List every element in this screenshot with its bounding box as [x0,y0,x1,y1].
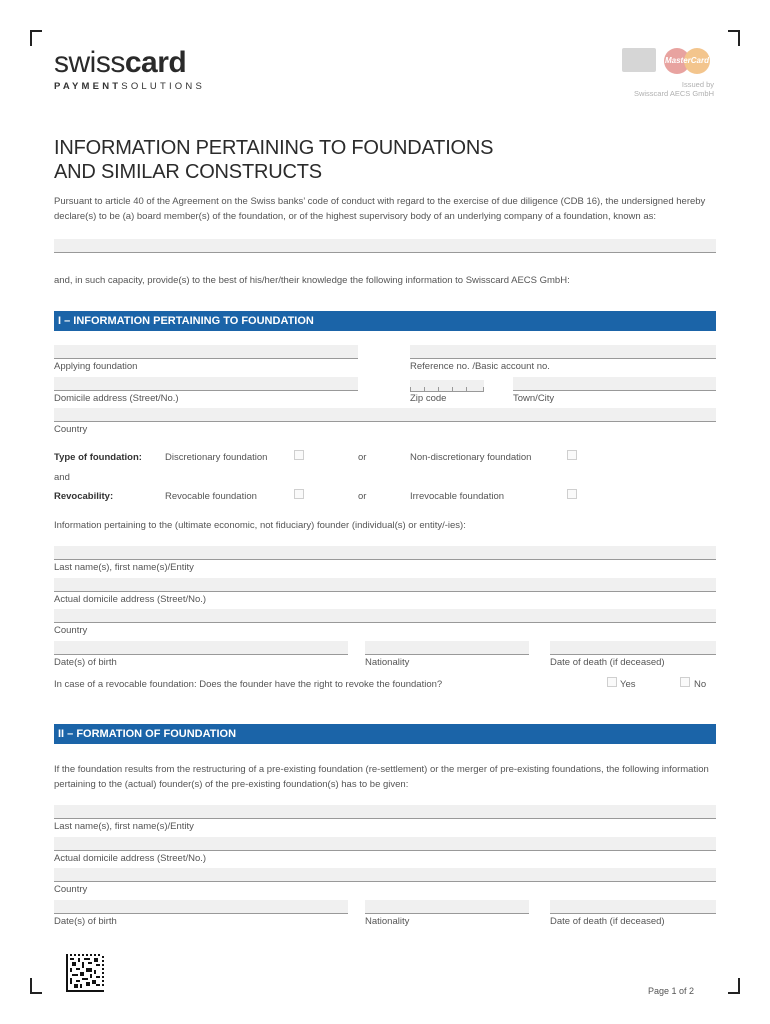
country-field[interactable] [54,408,716,422]
crop-mark-top-right [728,30,740,46]
revoke-no-checkbox[interactable] [680,677,690,687]
reference-no-field[interactable] [410,345,716,359]
discretionary-label: Discretionary foundation [165,452,268,463]
pre-founder-country-label: Country [54,884,88,895]
domicile-address-label: Domicile address (Street/No.) [54,393,179,404]
founder-info-label: Information pertaining to the (ultimate economic, not fiduciary) founder (individual(s) or entity/-ies): [54,520,466,531]
founder-name-label: Last name(s), first name(s)/Entity [54,562,194,573]
capacity-paragraph: and, in such capacity, provide(s) to the best of his/her/their knowledge the following information to Swisscard AECS GmbH: [54,275,570,286]
issued-line1: Issued by [681,80,714,89]
pre-founder-country-field[interactable] [54,868,716,882]
town-city-field[interactable] [513,377,716,391]
crop-mark-bottom-right [728,978,740,994]
founder-nationality-field[interactable] [365,641,529,655]
crop-mark-top-left [30,30,42,46]
pre-founder-dob-field[interactable] [54,900,348,914]
founder-country-label: Country [54,625,88,636]
founder-dob-label: Date(s) of birth [54,657,117,668]
revoke-yes-checkbox[interactable] [607,677,617,687]
swisscard-logo [54,48,205,92]
irrevocable-label: Irrevocable foundation [410,491,505,502]
town-city-label: Town/City [513,393,555,404]
revocability-label: Revocability: [54,491,114,502]
pre-founder-nationality-label: Nationality [365,916,410,927]
title-line1: INFORMATION PERTAINING TO FOUNDATIONS [54,137,494,159]
discretionary-checkbox[interactable] [294,450,304,460]
mastercard-text: MasterCard [664,56,709,65]
logo-sub-light: SOLUTIONS [121,81,205,92]
logo-text-bold: card [124,46,187,79]
pre-founder-dod-field[interactable] [550,900,716,914]
zip-code-field[interactable] [410,380,484,392]
founder-dob-field[interactable] [54,641,348,655]
barcode-icon [66,954,104,992]
page-number: Page 1 of 2 [648,986,695,996]
or-label-2: or [358,491,367,502]
founder-dod-label: Date of death (if deceased) [550,657,665,668]
issued-by [600,80,714,98]
founder-address-field[interactable] [54,578,716,592]
issued-line2: Swisscard AECS GmbH [633,89,714,98]
applying-foundation-label: Applying foundation [54,361,138,372]
mastercard-logo [660,48,714,74]
founder-country-field[interactable] [54,609,716,623]
zip-code-label: Zip code [410,393,447,404]
pre-founder-address-label: Actual domicile address (Street/No.) [54,853,207,864]
amex-logo [622,48,656,72]
title-line2: AND SIMILAR CONSTRUCTS [54,161,322,183]
pre-founder-name-label: Last name(s), first name(s)/Entity [54,821,194,832]
and-label: and [54,472,70,483]
revoke-no-label: No [694,679,707,690]
type-of-foundation-label: Type of foundation: [54,452,142,463]
founder-address-label: Actual domicile address (Street/No.) [54,594,207,605]
pre-founder-dob-label: Date(s) of birth [54,916,117,927]
section2-paragraph: If the foundation results from the restructuring of a pre-existing foundation (re-settlement) or the merger of pre-existing foundations, the following information pertaining to the (actual) founder(s) of the pre-existing foundation(s) has to be given: [54,764,709,790]
revocable-checkbox[interactable] [294,489,304,499]
page-title [54,136,493,184]
irrevocable-checkbox[interactable] [567,489,577,499]
reference-no-label: Reference no. /Basic account no. [410,361,550,372]
section2-header: II – FORMATION OF FOUNDATION [54,724,716,744]
intro-paragraph: Pursuant to article 40 of the Agreement on the Swiss banks’ code of conduct with regard to the exercise of due diligence (CDB 16), the undersigned hereby declare(s) to be (a) board member(s) of the foundation, or of the highest supervisory body of an underlying company of a foundation, known as: [54,196,706,222]
non-discretionary-checkbox[interactable] [567,450,577,460]
pre-founder-name-field[interactable] [54,805,716,819]
founder-nationality-label: Nationality [365,657,410,668]
revoke-question-label: In case of a revocable foundation: Does the founder have the right to revoke the foundation? [54,679,443,690]
section1-header: I – INFORMATION PERTAINING TO FOUNDATION [54,311,716,331]
crop-mark-bottom-left [30,978,42,994]
or-label-1: or [358,452,367,463]
logo-text-light: swiss [54,46,125,79]
applying-foundation-field[interactable] [54,345,358,359]
pre-founder-nationality-field[interactable] [365,900,529,914]
founder-name-field[interactable] [54,546,716,560]
country-label: Country [54,424,88,435]
revoke-yes-label: Yes [620,679,636,690]
foundation-name-field[interactable] [54,239,716,253]
revocable-label: Revocable foundation [165,491,257,502]
card-logos [622,48,714,74]
non-discretionary-label: Non-discretionary foundation [410,452,532,463]
founder-dod-field[interactable] [550,641,716,655]
pre-founder-address-field[interactable] [54,837,716,851]
pre-founder-dod-label: Date of death (if deceased) [550,916,665,927]
domicile-address-field[interactable] [54,377,358,391]
logo-sub-bold: PAYMENT [54,81,122,92]
